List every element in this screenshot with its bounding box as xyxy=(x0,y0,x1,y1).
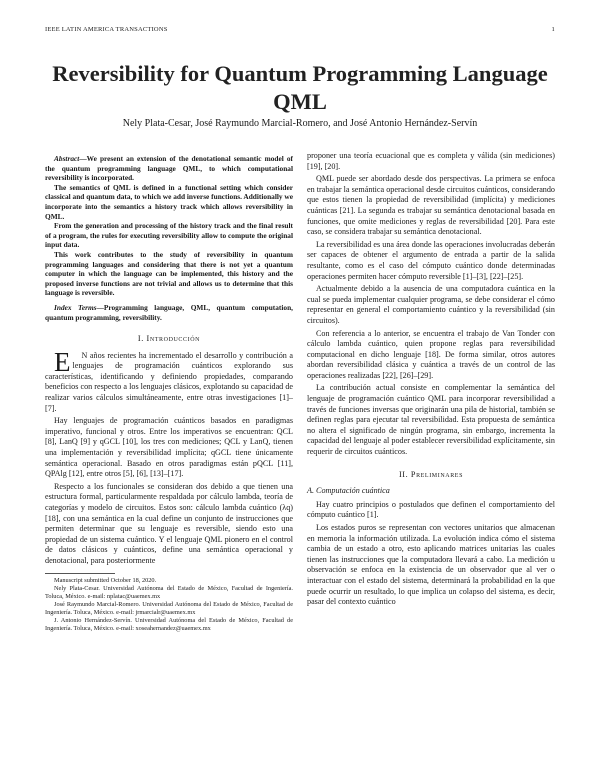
abstract-paragraph-1: Abstract—We present an extension of the denotational semantic model of the quantum programming language QML, to which computational reversibility is incorporated. xyxy=(45,154,293,183)
intro-paragraph-8: La contribución actual consiste en complementar la semántica del lenguaje de programación cuántico QML para incorporar reversibilidad a través de funciones inversas que originarán una pila de historial, también se definen reglas para ejecutar tal reversibilidad. Esta propuesta de semántica no altera el significado de ningún programa, sin embargo, incrementa la capacidad del lenguaje al poder establecer reversibilidad explícitamente, sin requerir de circuitos cuánticos. xyxy=(307,383,555,457)
abstract-lead: Abstract xyxy=(54,154,80,163)
intro-paragraph-6: Actualmente debido a la ausencia de una computadora cuántica en la cual se pueda implementar cualquier programa, se debe considerar el cómo representar en general el comportamiento cuántico y la reversibilidad (sin circuitos). xyxy=(307,284,555,325)
left-column xyxy=(45,154,293,633)
footnote-divider xyxy=(45,573,115,574)
footnote-author-2: José Raymundo Marcial-Romero. Universidad Autónoma del Estado de México, Facultad de Ingeniería. Toluca, México. e-mail: jrmarcialr@uaemex.mx xyxy=(45,600,293,616)
intro-paragraph-4: QML puede ser abordado desde dos perspectivas. La primera se enfoca en trabajar la semántica operacional desde circuitos cuánticos, considerando que estos tienen la propiedad de reversibilidad (implícita) y mediciones cuánticas [21]. La segunda es trabajar su semántica denotacional basada en funciones, que omite mediciones y reglas de reversibilidad [20]. Para este caso, se considera trabajar su semántica denotacional. xyxy=(307,174,555,237)
right-column xyxy=(307,151,555,610)
abstract-paragraph-4: This work contributes to the study of reversibility in quantum programming languages and considering that there is not yet a quantum computer in which the language can be implemented, this history and the proposed inverse functions are not trivial and allows us to determine that this language is reversible. xyxy=(45,249,293,298)
section-heading-preliminares: II. Preliminares xyxy=(398,469,464,479)
abstract-paragraph-3: From the generation and processing of the history track and the final result of a program, the rules for executing reversibility allow to compute the original input data. xyxy=(45,221,293,250)
index-terms: Index Terms—Programming language, QML, quantum computation, quantum programming, reversibility. xyxy=(45,302,293,322)
author-list: Nely Plata-Cesar, José Raymundo Marcial-Romero, and José Antonio Hernández-Servín xyxy=(122,118,478,129)
prelim-paragraph-2: Los estados puros se representan con vectores unitarios que almacenan en memoria la información utilizada. La evolución indica cómo el sistema cambia de un estado a otro, esto aplicando matrices unitarias las cuales tienen las instrucciones que la computadora llevará a cabo. La medición u observación se enfoca en la existencia de un observador que al ver o interactuar con el estado del sistema, determinará la probabilidad en la que puede ocurrir un resultado, lo que implica un colapso del sistema, es decir, pasar del contexto cuántico xyxy=(307,523,555,607)
intro-paragraph-3: Respecto a los funcionales se consideran dos debido a que tienen una estructura formal, particularmente respaldada por cálculo lambda, teoría de categorías y modelo de circuitos. Estos son: cálculo lambda cuántico (λq) [18], con una semántica en la cual define un conjunto de instrucciones que permiten determinar que su lenguaje es reversible, siendo esto una propiedad de un sistema cuántico. Y el lenguaje QML pionero en el control de datos clásicos y cuánticos, define una semántica operacional y denotacional, para posteriormente xyxy=(45,481,293,565)
running-head xyxy=(45,26,555,38)
abstract xyxy=(45,154,293,298)
footnote-author-3: J. Antonio Hernández-Servín. Universidad Autónoma del Estado de México, Facultad de Ingeniería. Toluca, México. e-mail: xoseahernandez@uaemex.mx xyxy=(45,617,293,633)
intro-paragraph-3-continued: proponer una teoría ecuacional que es completa y válida (sin mediciones) [19], [20]. xyxy=(307,151,555,171)
drop-cap: E xyxy=(54,346,71,377)
prelim-paragraph-1: Hay cuatro principios o postulados que definen el comportamiento del cómputo cuántico [1]. xyxy=(307,499,555,520)
intro-paragraph-5: La reversibilidad es una área donde las operaciones involucradas deberán ser capaces de obtener el argumento de entrada a partir de la salida resultante, como es el caso del cómputo cuántico donde determinadas operaciones permiten hacer cómputo reversible [1]–[3], [22]–[25]. xyxy=(307,239,555,281)
footnote-author-1: Nely Plata-Cesar. Universidad Autónoma del Estado de México, Facultad de Ingeniería. Toluca, México. e-mail: nplatac@uaemex.mx xyxy=(45,584,293,600)
intro-paragraph-2: Hay lenguajes de programación cuánticos basados en paradigmas imperativo, funcional y otros. Entre los imperativos se encuentran: QCL [8], LanQ [9] y qGCL [10], los tres con mediciones; QCL y LanQ, tienen una implementación y reversibilidad implícita; qGCL tiene únicamente semántica operacional. Basado en otros paradigmas están pQCL [11], QPAlg [12], entre otros [5], [6], [13]–[17]. xyxy=(45,416,293,479)
subsection-heading-quantum-computing: A. Computación cuántica xyxy=(307,486,390,496)
paper-title: Reversibility for Quantum Programming Language QML xyxy=(52,61,548,114)
abstract-paragraph-2: The semantics of QML is defined in a functional setting which consider classical and quantum data, to which we add inverse functions. Additionally we incorporate into the semantics a history track which allows reversibility in QML. xyxy=(45,182,293,221)
page-number: 1 xyxy=(551,26,555,33)
footnote-manuscript: Manuscript submitted October 18, 2020. xyxy=(54,576,157,584)
index-terms-lead: Index Terms xyxy=(54,302,97,312)
intro-paragraph-1: E N años recientes ha incrementado el desarrollo y contribución a lenguajes de programación cuánticos explorando sus características, identificando y definiendo propiedades, comparando beneficios con respecto a los lenguajes clásicos, explotando su capacidad de realizar varios cálculos simultáneamente, entre otras investigaciones [1]–[7]. xyxy=(45,346,293,413)
section-heading-introduction: I. Introducción xyxy=(137,334,201,344)
intro-paragraph-7: Con referencia a lo anterior, se encuentra el trabajo de Van Tonder con cálculo lambda cuántico, quien propone reglas para reversibilidad computacional en dicho lenguaje [18]. De forma similar, otros autores abordan reversibilidad clásica y cuántica a través de un control de las operaciones realizadas [22], [26]–[29]. xyxy=(307,328,555,380)
journal-name: IEEE LATIN AMERICA TRANSACTIONS xyxy=(45,26,168,33)
